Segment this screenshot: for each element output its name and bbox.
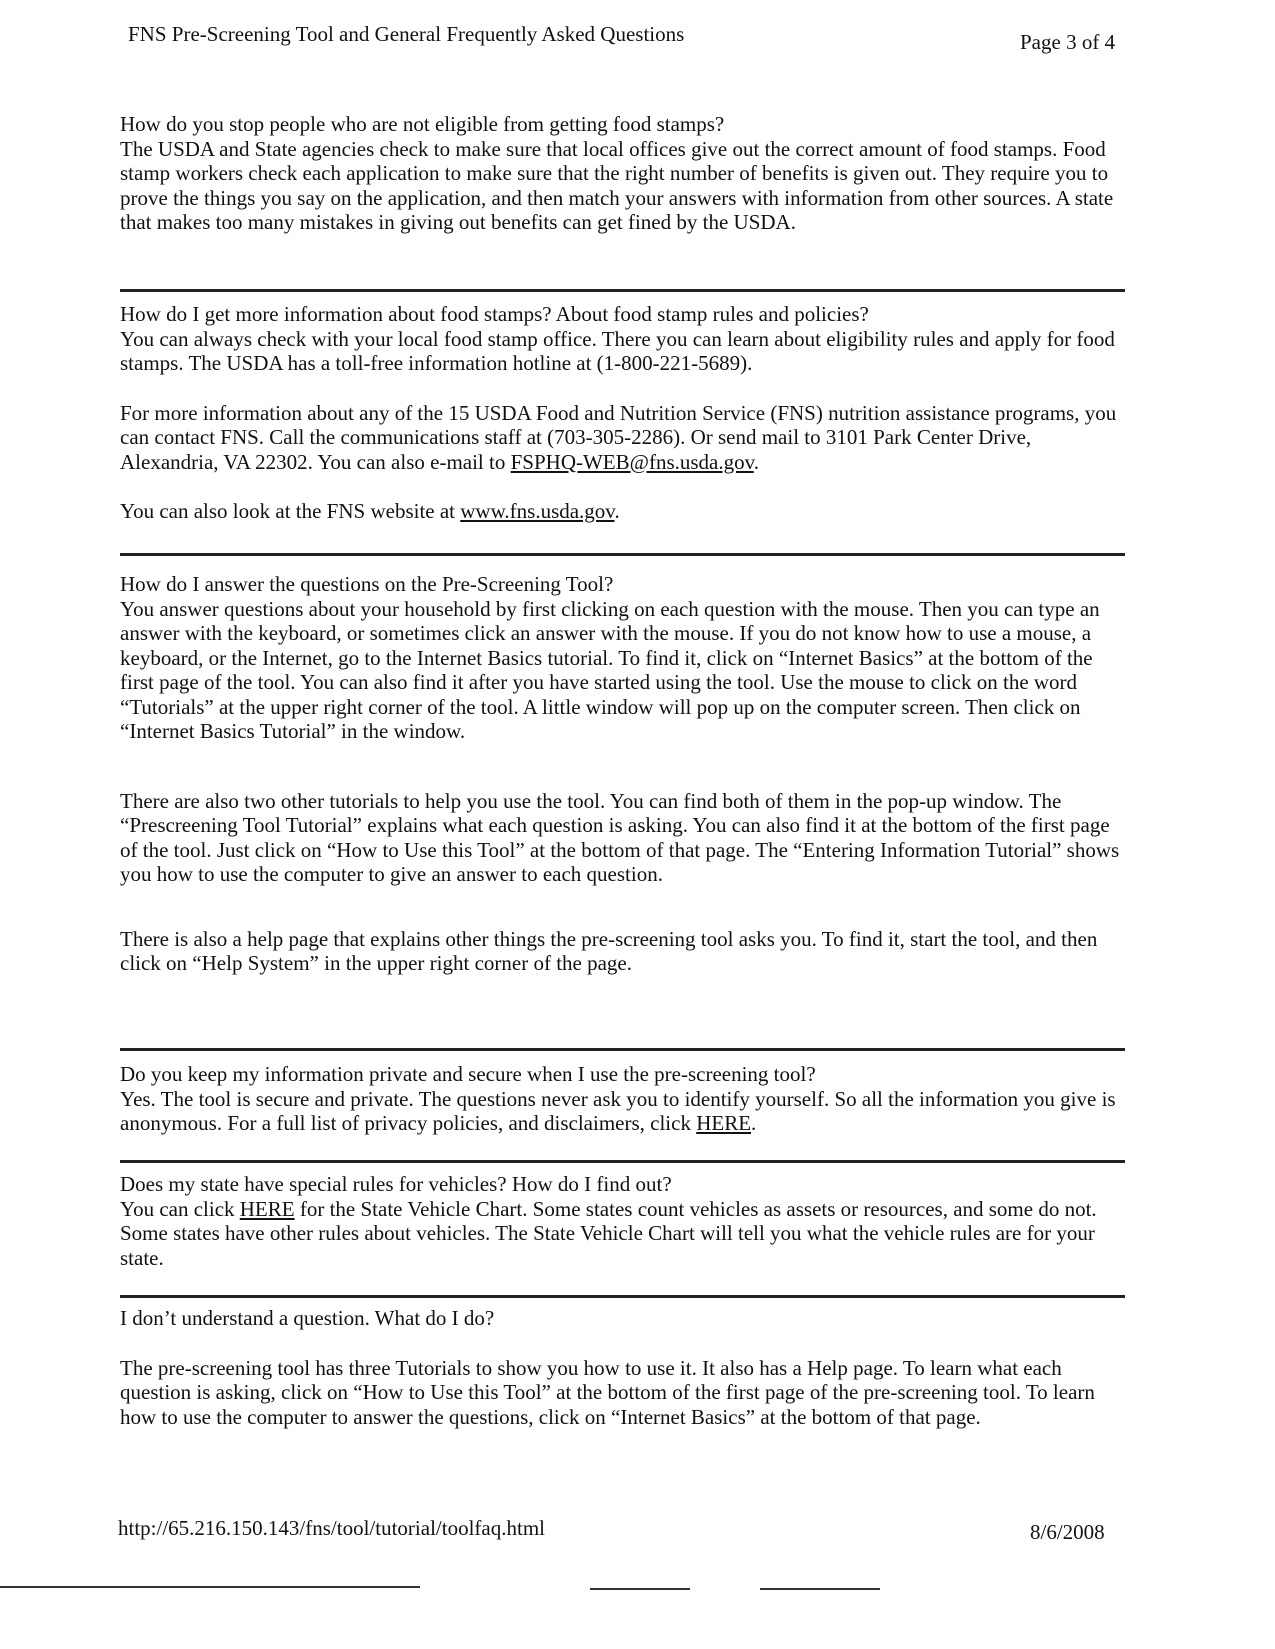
divider [120,553,1125,556]
website-text: You can also look at the FNS website at [120,499,461,523]
scan-artifact [0,1586,420,1588]
faq-question: How do I answer the questions on the Pre-Screening Tool? [120,572,614,596]
faq-item-stop-ineligible [120,112,1120,235]
faq-item-dont-understand [120,1306,1120,1429]
scan-artifact [760,1588,880,1590]
faq-item-more-info [120,302,1120,524]
faq-question: Does my state have special rules for vehicles? How do I find out? [120,1172,672,1196]
faq-question: Do you keep my information private and secure when I use the pre-screening tool? [120,1062,816,1086]
divider [120,1295,1125,1298]
privacy-here-link[interactable]: HERE [696,1111,752,1135]
faq-answer: Yes. The tool is secure and private. The questions never ask you to identify yourself. So all the information you give is anonymous. For a full list of privacy policies, and disclaimers, click HERE. [120,1086,1116,1135]
divider [120,1048,1125,1051]
footer-url: http://65.216.150.143/fns/tool/tutorial/toolfaq.html [118,1516,545,1540]
footer-date: 8/6/2008 [1030,1520,1105,1544]
faq-paragraph: You can also look at the FNS website at www.fns.usda.gov. [120,499,620,523]
faq-answer: You can always check with your local food stamp office. There you can learn about eligibility rules and apply for food stamps. The USDA has a toll-free information hotline at (1-800-221-5689). [120,326,1115,375]
divider [120,289,1125,292]
divider [120,1160,1125,1163]
faq-item-vehicles [120,1172,1120,1270]
header-title: FNS Pre-Screening Tool and General Frequently Asked Questions [128,22,685,46]
faq-answer: You answer questions about your household by first clicking on each question with the mouse. Then you can type an answer with the keyboard, or sometimes click an answer with the mouse. If you do not know how to use a mouse, a keyboard, or the Internet, go to the Internet Basics tutorial. To find it, click on “Internet Basics” at the bottom of the first page of the tool. You can also find it after you have started using the tool. Use the mouse to click on the word “Tutorials” at the upper right corner of the tool. A little window will pop up on the computer screen. Then click on “Internet Basics Tutorial” in the window. [120,596,1100,743]
faq-paragraph: There is also a help page that explains other things the pre-screening tool asks you. To find it, start the tool, and then click on “Help System” in the upper right corner of the page. [120,926,1098,975]
faq-item-answer-questions [120,572,1120,976]
faq-question: I don’t understand a question. What do I do? [120,1306,495,1330]
faq-answer [120,1197,1120,1271]
faq-question: How do I get more information about food stamps? About food stamp rules and policies? [120,302,869,326]
vehicle-text-pre: You can click [120,1196,240,1221]
privacy-text: Yes. The tool is secure and private. The questions never ask you to identify yourself. So all the information you give is anonymous. For a full list of privacy policies, and disclaimers, click [120,1086,1116,1135]
faq-answer: The USDA and State agencies check to make sure that local offices give out the correct amount of food stamps. Food stamp workers check each application to make sure that the right number of benefits is given out. They require you to prove the things you say on the application, and then match your answers with information from other sources. A state that makes too many mistakes in giving out benefits can get fined by the USDA. [120,136,1114,234]
faq-answer: The pre-screening tool has three Tutorials to show you how to use it. It also has a Help page. To learn what each question is asking, click on “How to Use this Tool” at the bottom of the first page of the pre-screening tool. To learn how to use the computer to answer the questions, click on “Internet Basics” at the bottom of that page. [120,1355,1095,1429]
contact-text: For more information about any of the 15 USDA Food and Nutrition Service (FNS) nutrition assistance programs, you can contact FNS. Call the communications staff at (703-305-2286). Or send mail to 3101 Park Center Drive, Alexandria, VA 22302. You can also e-mail to [120,400,1117,474]
faq-paragraph: There are also two other tutorials to help you use the tool. You can find both of them in the pop-up window. The “Prescreening Tool Tutorial” explains what each question is asking. You can also find it at the bottom of the first page of the tool. Just click on “How to Use this Tool” at the bottom of that page. The “Entering Information Tutorial” shows you how to use the computer to give an answer to each question. [120,788,1120,886]
website-link[interactable]: www.fns.usda.gov [460,499,615,523]
scan-artifact [590,1588,690,1590]
vehicle-text: for the State Vehicle Chart. Some states count vehicles as assets or resources, and some do not. Some states have other rules about vehicles. The State Vehicle Chart will tell you what the vehicle rules are for your state. [120,1196,1097,1270]
email-link[interactable]: FSPHQ-WEB@fns.usda.gov [510,449,754,474]
vehicle-chart-here-link[interactable]: HERE [239,1196,295,1221]
faq-paragraph: For more information about any of the 15 USDA Food and Nutrition Service (FNS) nutrition assistance programs, you can contact FNS. Call the communications staff at (703-305-2286). Or send mail to 3101 Park Center Drive, Alexandria, VA 22302. You can also e-mail to FSPHQ-WEB@fns.usda.gov. [120,400,1117,474]
page-number: Page 3 of 4 [1020,30,1116,54]
faq-question: How do you stop people who are not eligible from getting food stamps? [120,112,725,136]
faq-item-privacy [120,1062,1120,1136]
